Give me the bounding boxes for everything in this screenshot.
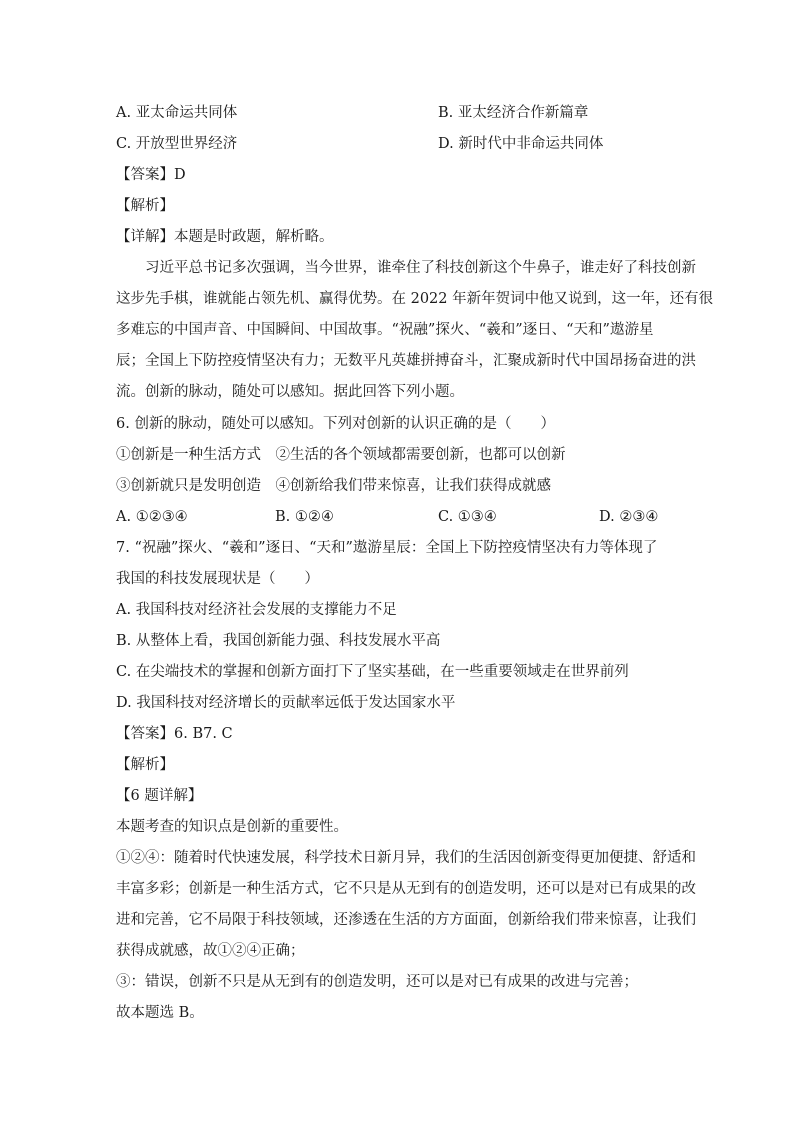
- wrong-statement-3: ③：错误，创新不只是从无到有的创造发明，还可以是对已有成果的改进与完善；: [116, 974, 638, 990]
- detail-text: 【详解】本题是时政题，解析略。: [116, 229, 334, 245]
- q5-option-a: A. 亚太命运共同体: [116, 105, 238, 121]
- passage-line: 这步先手棋，谁就能占领先机、赢得优势。在 2022 年新年贺词中他又说到，这一年，还有很: [116, 291, 714, 307]
- passage-line: 习近平总书记多次强调，当今世界，谁牵住了科技创新这个牛鼻子，谁走好了科技创新: [116, 260, 696, 276]
- q5-option-d: D. 新时代中非命运共同体: [438, 136, 604, 152]
- knowledge-point: 本题考查的知识点是创新的重要性。: [116, 819, 348, 835]
- conclusion: 故本题选 B。: [116, 1005, 204, 1021]
- q6-statements-1-2: ①创新是一种生活方式 ②生活的各个领域都需要创新，也都可以创新: [116, 447, 566, 463]
- answer-label-2: 【答案】6. B7. C: [116, 726, 233, 742]
- q5-option-c: C. 开放型世界经济: [116, 136, 238, 152]
- analysis-label: 【解析】: [116, 198, 174, 214]
- q7-option-b: B. 从整体上看，我国创新能力强、科技发展水平高: [116, 633, 441, 649]
- passage-line: 流。创新的脉动，随处可以感知。据此回答下列小题。: [116, 384, 464, 400]
- explanation-line: 进和完善，它不局限于科技领域，还渗透在生活的方方面面，创新给我们带来惊喜，让我们: [116, 912, 696, 928]
- q7-stem-line2: 我国的科技发展现状是（ ）: [116, 571, 319, 587]
- q7-option-d: D. 我国科技对经济增长的贡献率远低于发达国家水平: [116, 695, 456, 711]
- explanation-line: ①②④：随着时代快速发展，科学技术日新月异，我们的生活因创新变得更加便捷、舒适和: [116, 850, 696, 866]
- q6-option-c: C. ①③④: [438, 509, 497, 525]
- q5-option-b: B. 亚太经济合作新篇章: [438, 105, 589, 121]
- explanation-line: 丰富多彩；创新是一种生活方式，它不只是从无到有的创造发明，还可以是对已有成果的改: [116, 881, 696, 897]
- q6-detail-title: 【6 题详解】: [116, 788, 203, 804]
- q7-option-c: C. 在尖端技术的掌握和创新方面打下了坚实基础，在一些重要领域走在世界前列: [116, 664, 629, 680]
- q6-option-a: A. ①②③④: [116, 509, 188, 525]
- q7-option-a: A. 我国科技对经济社会发展的支撑能力不足: [116, 602, 397, 618]
- explanation: [116, 843, 696, 967]
- analysis-label-2: 【解析】: [116, 757, 174, 773]
- q7-stem-line1: 7. “祝融”探火、“羲和”逐日、“天和”遨游星辰：全国上下防控疫情坚决有力等体现了: [116, 540, 658, 556]
- passage-line: 多难忘的中国声音、中国瞬间、中国故事。“祝融”探火、“羲和”逐日、“天和”遨游星: [116, 322, 654, 338]
- explanation-line: 获得成就感，故①②④正确；: [116, 943, 305, 959]
- q6-stem: 6. 创新的脉动，随处可以感知。下列对创新的认识正确的是（ ）: [116, 416, 555, 432]
- q6-option-b: B. ①②④: [275, 509, 334, 525]
- answer-label: 【答案】D: [116, 167, 186, 183]
- q6-statements-3-4: ③创新就只是发明创造 ④创新给我们带来惊喜，让我们获得成就感: [116, 478, 551, 494]
- passage: [116, 253, 714, 408]
- passage-line: 辰；全国上下防控疫情坚决有力；无数平凡英雄拼搏奋斗，汇聚成新时代中国昂扬奋进的洪: [116, 353, 696, 369]
- q6-option-d: D. ②③④: [599, 509, 659, 525]
